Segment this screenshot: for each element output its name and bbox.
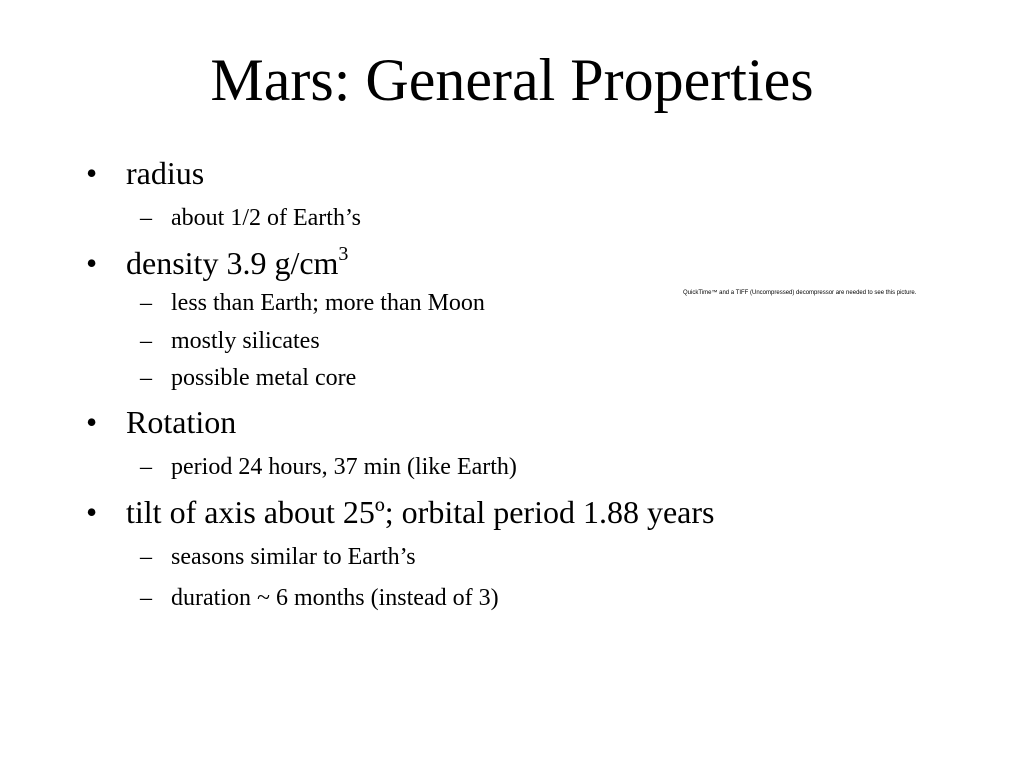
bullet-text [126, 244, 348, 282]
dash-icon: – [140, 205, 152, 231]
bullet-text: Rotation [126, 404, 237, 440]
subitem-text: duration ~ 6 months (instead of 3) [171, 585, 499, 611]
density-superscript: 3 [338, 243, 349, 265]
dash-icon: – [140, 585, 152, 611]
bullet-text: tilt of axis about 25º; orbital period 1.88 years [126, 494, 715, 530]
bullet-point-icon: • [86, 494, 98, 530]
bullet-point-icon: • [86, 404, 98, 440]
bullet-point-icon: • [86, 155, 98, 191]
subitem-text: about 1/2 of Earth’s [171, 205, 361, 231]
bullet-text: radius [126, 155, 205, 191]
dash-icon: – [140, 454, 152, 480]
dash-icon: – [140, 328, 152, 354]
subitem-text: period 24 hours, 37 min (like Earth) [171, 454, 517, 480]
dash-icon: – [140, 544, 152, 570]
subitem-text: less than Earth; more than Moon [171, 290, 485, 316]
missing-image-placeholder-text: QuickTime™ and a TIFF (Uncompressed) decompressor are needed to see this picture. [683, 290, 917, 296]
subitem-text: possible metal core [171, 365, 357, 391]
subitem-text: seasons similar to Earth’s [171, 544, 416, 570]
bullet-point-icon: • [86, 245, 98, 281]
density-text: density 3.9 g/cm [126, 245, 339, 281]
dash-icon: – [140, 290, 152, 316]
subitem-text: mostly silicates [171, 328, 320, 354]
slide-title: Mars: General Properties [210, 47, 814, 113]
dash-icon: – [140, 365, 152, 391]
